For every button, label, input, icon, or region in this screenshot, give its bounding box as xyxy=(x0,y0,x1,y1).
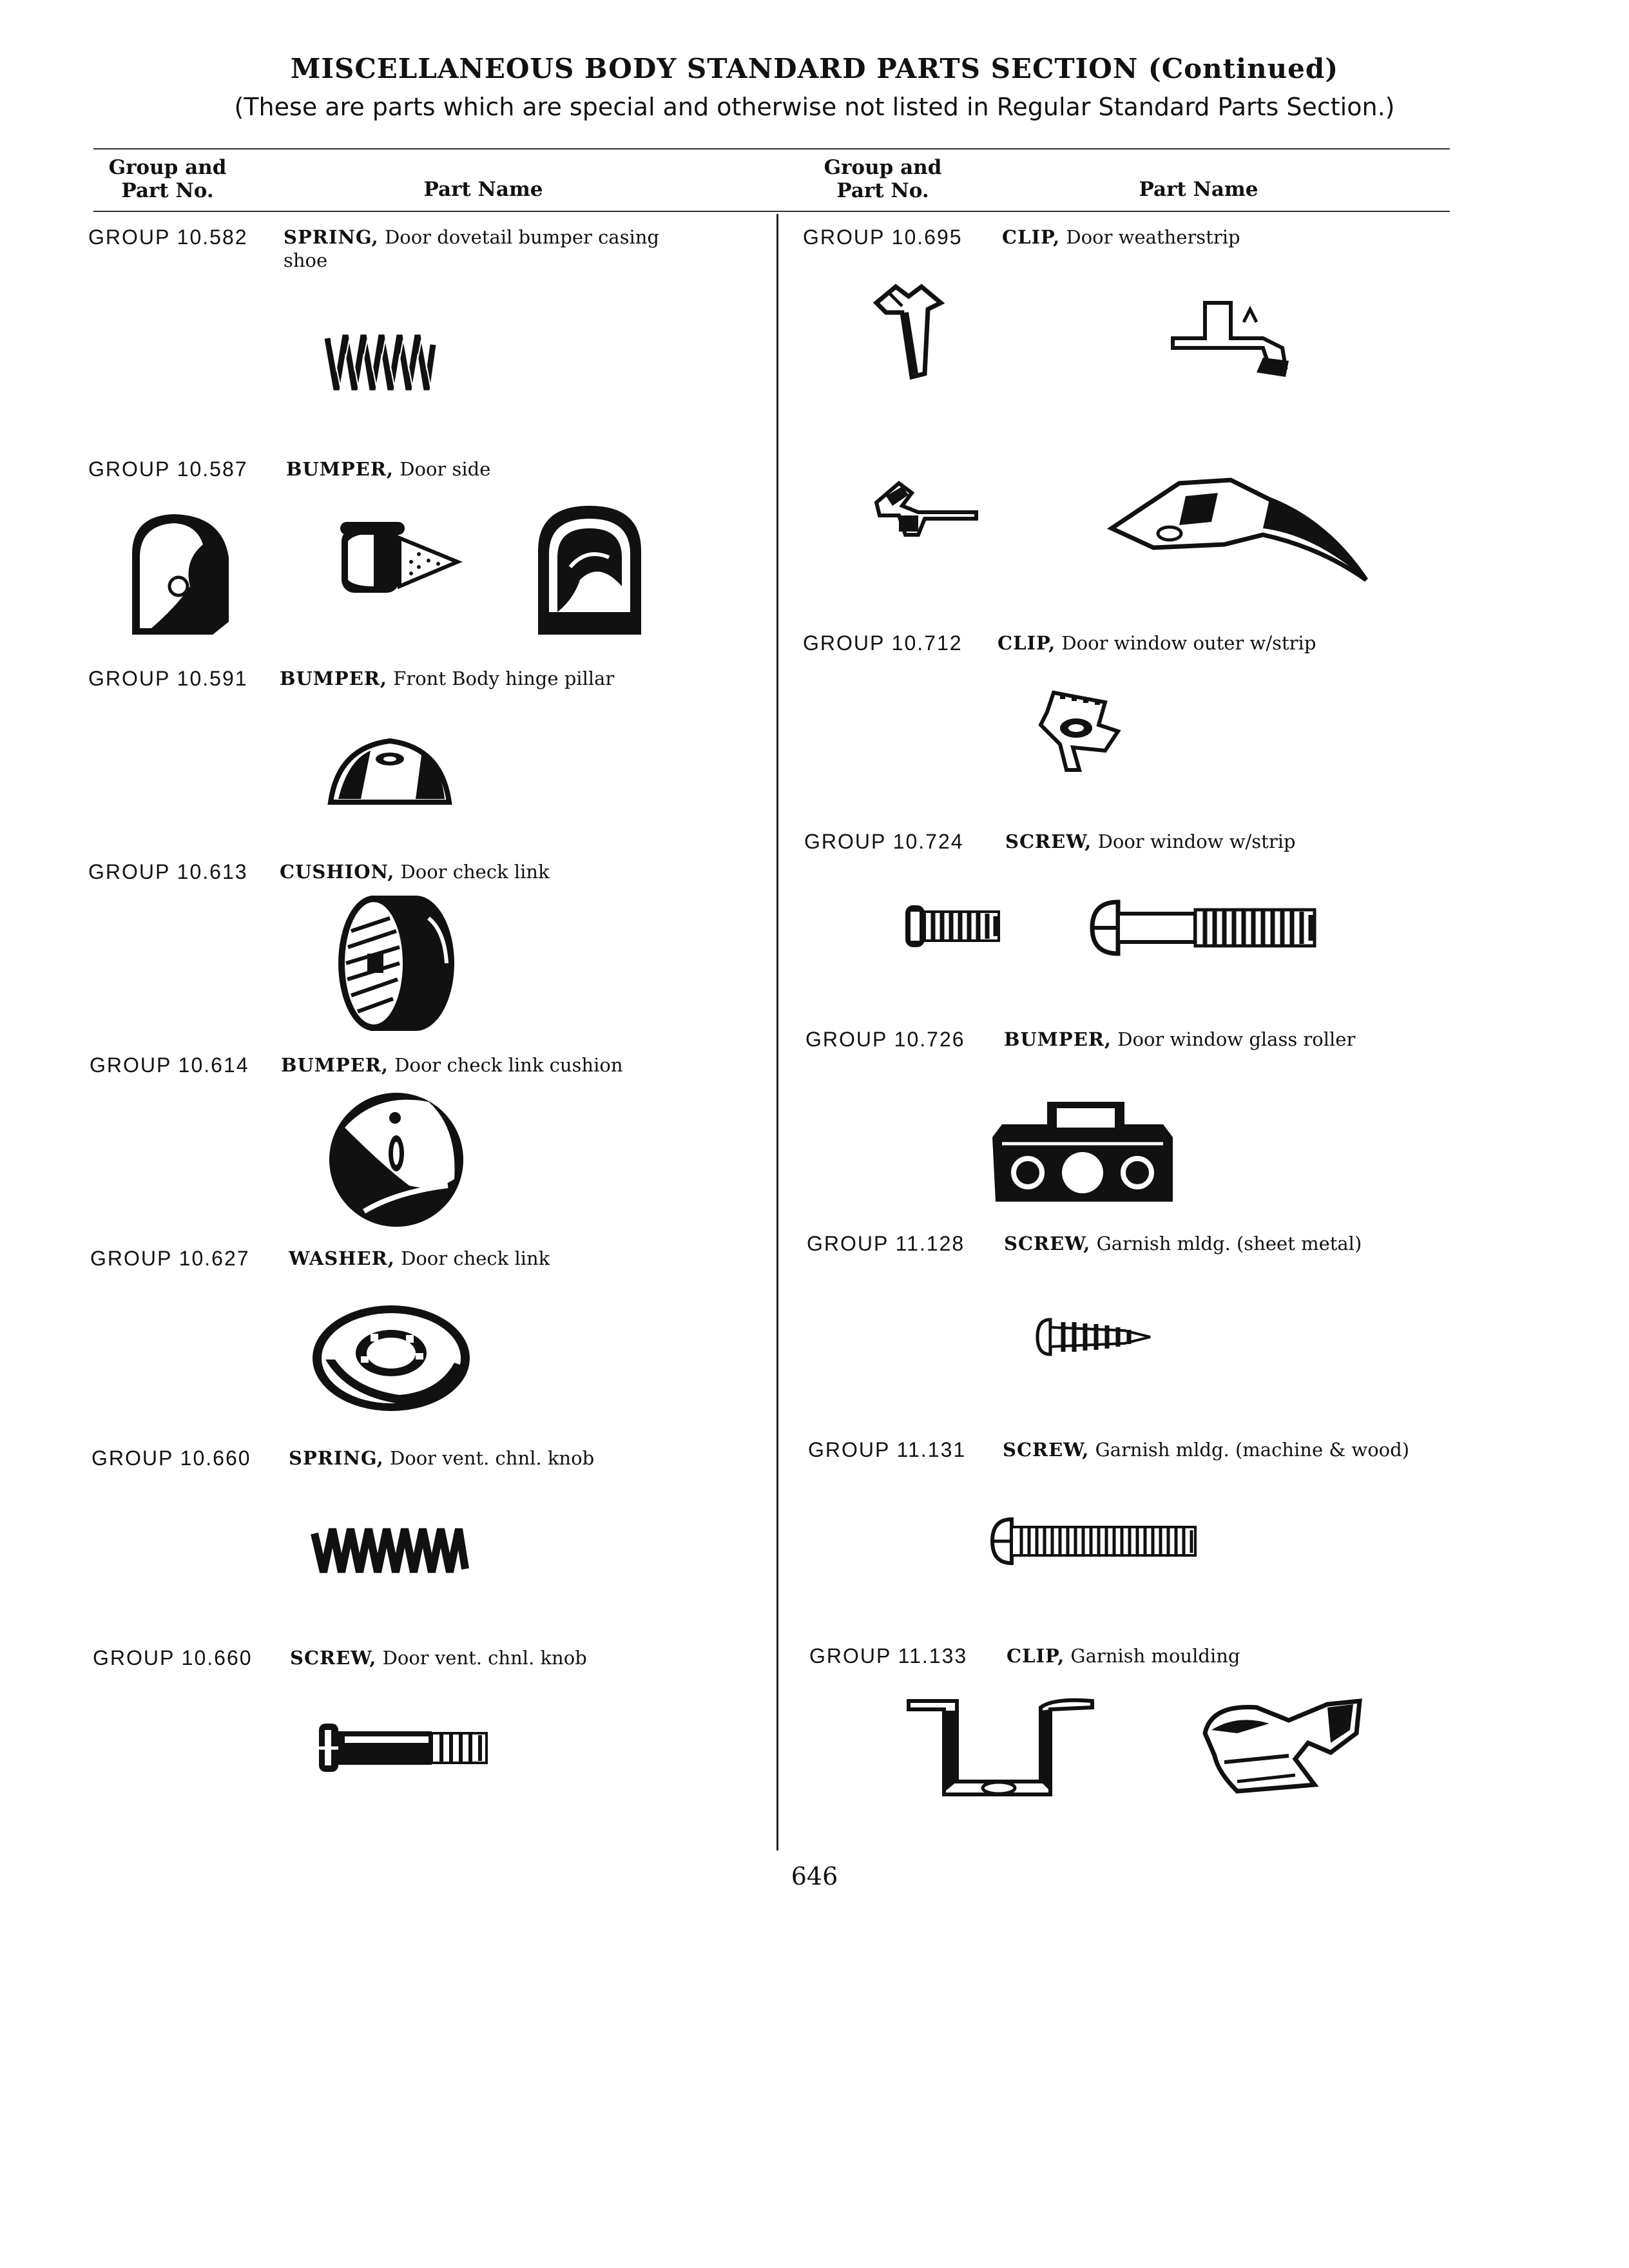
column-divider xyxy=(776,214,778,1850)
part-name: CLIP, Door weatherstrip xyxy=(1002,226,1240,248)
part-name: BUMPER, Door side xyxy=(286,458,491,480)
clip-icon xyxy=(905,1691,1099,1811)
bumper-icon xyxy=(535,503,644,638)
clip-icon xyxy=(1108,477,1373,586)
clip-icon xyxy=(873,477,983,541)
group-number: GROUP 10.613 xyxy=(88,860,248,883)
part-name: SCREW, Door window w/strip xyxy=(1005,831,1296,852)
part-name: CLIP, Garnish moulding xyxy=(1007,1645,1240,1667)
spring-icon xyxy=(309,1517,470,1582)
group-number: GROUP 11.133 xyxy=(809,1644,968,1667)
screw-icon xyxy=(902,896,1002,957)
screw-icon xyxy=(1089,896,1321,960)
clip-icon xyxy=(1034,686,1124,773)
roller-bumper-icon xyxy=(989,1099,1176,1208)
page-number: 646 xyxy=(791,1862,838,1890)
group-number: GROUP 10.582 xyxy=(88,226,248,249)
group-number: GROUP 11.128 xyxy=(807,1232,965,1255)
part-name: SCREW, Garnish mldg. (sheet metal) xyxy=(1004,1233,1362,1254)
group-number: GROUP 10.587 xyxy=(88,457,248,481)
part-name: BUMPER, Door window glass roller xyxy=(1004,1028,1356,1050)
group-number: GROUP 10.712 xyxy=(803,631,963,655)
clip-icon xyxy=(1199,1695,1366,1801)
group-number: GROUP 10.591 xyxy=(88,667,248,690)
clip-icon xyxy=(870,284,960,380)
part-name: SCREW, Garnish mldg. (machine & wood) xyxy=(1003,1439,1410,1461)
clip-icon xyxy=(1166,296,1295,380)
group-number: GROUP 10.660 xyxy=(92,1446,251,1470)
group-number: GROUP 11.131 xyxy=(808,1438,967,1461)
group-number: GROUP 10.724 xyxy=(804,830,964,853)
dome-bumper-icon xyxy=(325,735,454,809)
part-name: SCREW, Door vent. chnl. knob xyxy=(290,1647,587,1669)
bumper-icon xyxy=(335,515,464,606)
screw-icon xyxy=(1034,1314,1153,1360)
group-number: GROUP 10.627 xyxy=(90,1247,250,1270)
part-name: CLIP, Door window outer w/strip xyxy=(998,632,1316,654)
group-number: GROUP 10.614 xyxy=(90,1053,249,1077)
spring-icon xyxy=(322,325,438,396)
column-header-group-right: Group and Part No. xyxy=(824,156,942,202)
part-name: WASHER, Door check link xyxy=(289,1247,550,1269)
bumper-icon xyxy=(126,509,235,638)
washer-icon xyxy=(309,1302,474,1414)
column-header-group-left: Group and Part No. xyxy=(108,156,227,202)
table-top-rule xyxy=(93,148,1450,149)
part-name: SPRING, Door dovetail bumper casing shoe xyxy=(284,226,659,271)
column-header-part-right: Part Name xyxy=(1139,178,1258,201)
table-header-rule xyxy=(93,211,1450,212)
cushion-icon xyxy=(332,892,461,1034)
page-title: MISCELLANEOUS BODY STANDARD PARTS SECTION (Continued) xyxy=(290,53,1339,84)
screw-icon xyxy=(989,1514,1202,1569)
column-header-part-left: Part Name xyxy=(423,178,543,201)
group-number: GROUP 10.726 xyxy=(805,1028,965,1051)
page-subtitle: (These are parts which are special and otherwise not listed in Regular Standard Parts Section.) xyxy=(234,93,1395,121)
group-number: GROUP 10.695 xyxy=(803,226,963,249)
part-name: BUMPER, Front Body hinge pillar xyxy=(280,668,615,689)
part-name: BUMPER, Door check link cushion xyxy=(281,1054,623,1076)
screw-icon xyxy=(316,1717,496,1778)
round-bumper-icon xyxy=(325,1089,467,1231)
part-name: CUSHION, Door check link xyxy=(280,861,550,883)
group-number: GROUP 10.660 xyxy=(93,1646,253,1669)
part-name: SPRING, Door vent. chnl. knob xyxy=(289,1447,595,1469)
